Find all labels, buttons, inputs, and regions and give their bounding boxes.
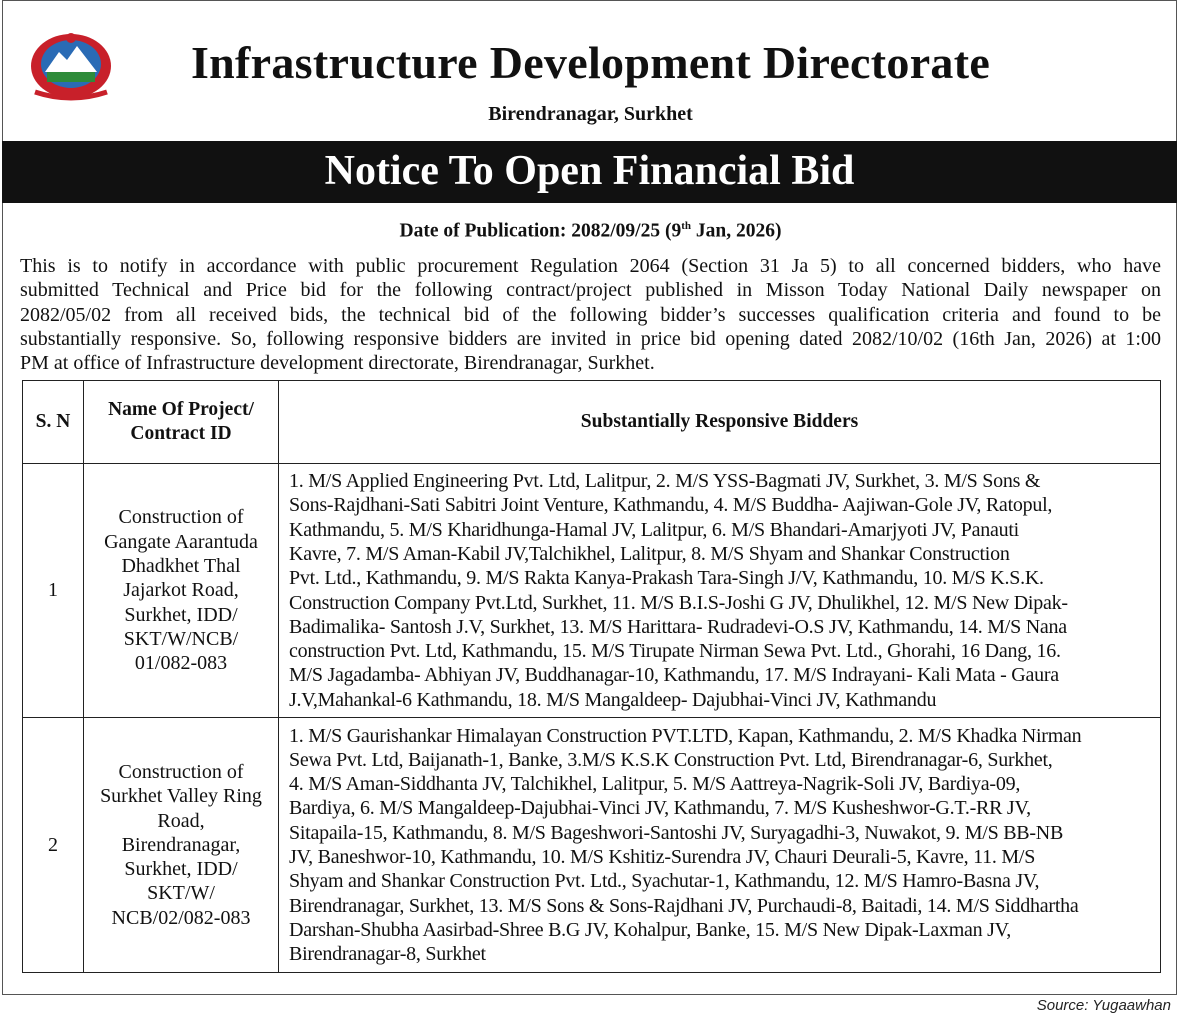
bidder-line: Badimalika- Santosh J.V, Surkhet, 13. M/S Harittara- Rudradevi-O.S JV, Kathmandu, 14. M/S Nana	[289, 615, 1067, 638]
nepal-government-emblem-icon	[25, 28, 117, 102]
row-sn: 2	[23, 718, 84, 973]
bidder-line: JV, Baneshwor-10, Kathmandu, 10. M/S Kshitiz-Surendra JV, Chauri Deurali-5, Kavre, 11. M/S	[289, 846, 1036, 868]
bidder-line: Kavre, 7. M/S Aman-Kabil JV,Talchikhel, Lalitpur, 8. M/S Shyam and Shankar Construction	[289, 542, 1010, 565]
bidder-line: Sons-Rajdhani-Sati Sabitri Joint Venture, Kathmandu, 4. M/S Buddha- Aajiwan-Gole JV, Ratopul,	[289, 494, 1053, 517]
bidder-line: Construction Company Pvt.Ltd, Surkhet, 11. M/S B.I.S-Joshi G JV, Dhulikhel, 12. M/S New Dipak-	[289, 591, 1068, 614]
date-sup: th	[681, 220, 691, 232]
bidder-line: Bardiya, 6. M/S Mangaldeep-Dajubhai-Vinci JV, Kathmandu, 7. M/S Kusheshwor-G.T.-RR JV,	[289, 797, 1031, 820]
source-credit: Source: Yugaawhan	[1036, 997, 1171, 1014]
header-sn: S. N	[23, 381, 84, 464]
bidder-line: Sitapaila-15, Kathmandu, 8. M/S Bageshwori-Santoshi JV, Suryagadhi-3, Nuwakot, 9. M/S BB-NB	[289, 821, 1064, 844]
header-project: Name Of Project/ Contract ID	[84, 381, 279, 464]
date-text: Date of Publication: 2082/09/25 (9	[399, 220, 682, 242]
table-row	[23, 718, 1161, 973]
bidder-line: Darshan-Shubha Aasirbad-Shree B.G JV, Kohalpur, Banke, 15. M/S New Dipak-Laxman JV,	[289, 918, 1012, 941]
row-bidders	[279, 718, 1161, 973]
intro-line: substantially responsive. So, following responsive bidders are invited in price bid opening dated 2082/10/02 (16th Jan, 2026) at 1:00	[20, 327, 1161, 350]
intro-line: 2082/05/02 from all received bids, the technical bid of the following bidder’s successes qualification criteria and found to be	[20, 303, 1161, 326]
bidder-line: 1. M/S Gaurishankar Himalayan Construction PVT.LTD, Kapan, Kathmandu, 2. M/S Khadka Nirman	[289, 724, 1082, 747]
bidder-line: construction Pvt. Ltd, Kathmandu, 15. M/S Tirupate Nirman Sewa Pvt. Ltd., Ghorahi, 16 Dang, 16.	[289, 640, 1061, 663]
row-project: Construction of Surkhet Valley Ring Road, Birendranagar, Surkhet, IDD/ SKT/W/ NCB/02/082-083	[84, 718, 279, 973]
intro-paragraph	[20, 254, 1161, 375]
bidder-line: Shyam and Shankar Construction Pvt. Ltd., Syachutar-1, Kathmandu, 12. M/S Hamro-Basna JV,	[289, 870, 1040, 893]
bidder-line: 4. M/S Aman-Siddhanta JV, Talchikhel, Lalitpur, 5. M/S Aattreya-Nagrik-Soli JV, Bardiya-09,	[289, 773, 1021, 796]
organization-location: Birendranagar, Surkhet	[488, 103, 693, 125]
bidder-line: M/S Jagadamba- Abhiyan JV, Buddhanagar-10, Kathmandu, 17. M/S Indrayani- Kali Mata - Gaura	[289, 664, 1059, 687]
intro-line: PM at office of Infrastructure development directorate, Birendranagar, Surkhet.	[20, 352, 655, 375]
bidder-line: 1. M/S Applied Engineering Pvt. Ltd, Lalitpur, 2. M/S YSS-Bagmati JV, Surkhet, 3. M/S Sons &	[289, 470, 1041, 493]
bidder-line: Birendranagar, Surkhet, 13. M/S Sons & Sons-Rajdhani JV, Purchaudi-8, Baitadi, 14. M/S Siddhartha	[289, 894, 1079, 917]
bidder-line: Pvt. Ltd., Kathmandu, 9. M/S Rakta Kanya-Prakash Tara-Singh J/V, Kathmandu, 10. M/S K.S.K.	[289, 567, 1044, 590]
table-header-row	[23, 381, 1161, 464]
intro-line: submitted Technical and Price bid for the following contract/project published in Misson Today National Daily newspaper on	[20, 279, 1161, 302]
organization-title: Infrastructure Development Directorate	[190, 37, 991, 88]
row-project: Construction of Gangate Aarantuda Dhadkhet Thal Jajarkot Road, Surkhet, IDD/ SKT/W/NCB/ 01/082-083	[84, 464, 279, 718]
header-bidders: Substantially Responsive Bidders	[279, 381, 1161, 464]
table-row	[23, 464, 1161, 718]
notice-title: Notice To Open Financial Bid	[2, 141, 1177, 203]
intro-line: This is to notify in accordance with public procurement Regulation 2064 (Section 31 Ja 5) to all concerned bidders, who have	[20, 255, 1161, 277]
bidders-table	[22, 380, 1161, 973]
row-bidders	[279, 464, 1161, 718]
bidder-line: Kathmandu, 5. M/S Kharidhunga-Hamal JV, Lalitpur, 6. M/S Bhandari-Amarjyoti JV, Panauti	[289, 518, 1019, 541]
bidder-line: J.V,Mahankal-6 Kathmandu, 18. M/S Mangaldeep- Dajubhai-Vinci JV, Kathmandu	[289, 688, 937, 711]
row-sn: 1	[23, 464, 84, 718]
publication-date	[0, 220, 1181, 243]
bidder-line: Sewa Pvt. Ltd, Baijanath-1, Banke, 3.M/S K.S.K Construction Pvt. Ltd, Birendranagar-6, Surkhet,	[289, 748, 1053, 771]
date-text-end: Jan, 2026)	[690, 220, 782, 242]
bidder-line: Birendranagar-8, Surkhet	[289, 943, 486, 966]
